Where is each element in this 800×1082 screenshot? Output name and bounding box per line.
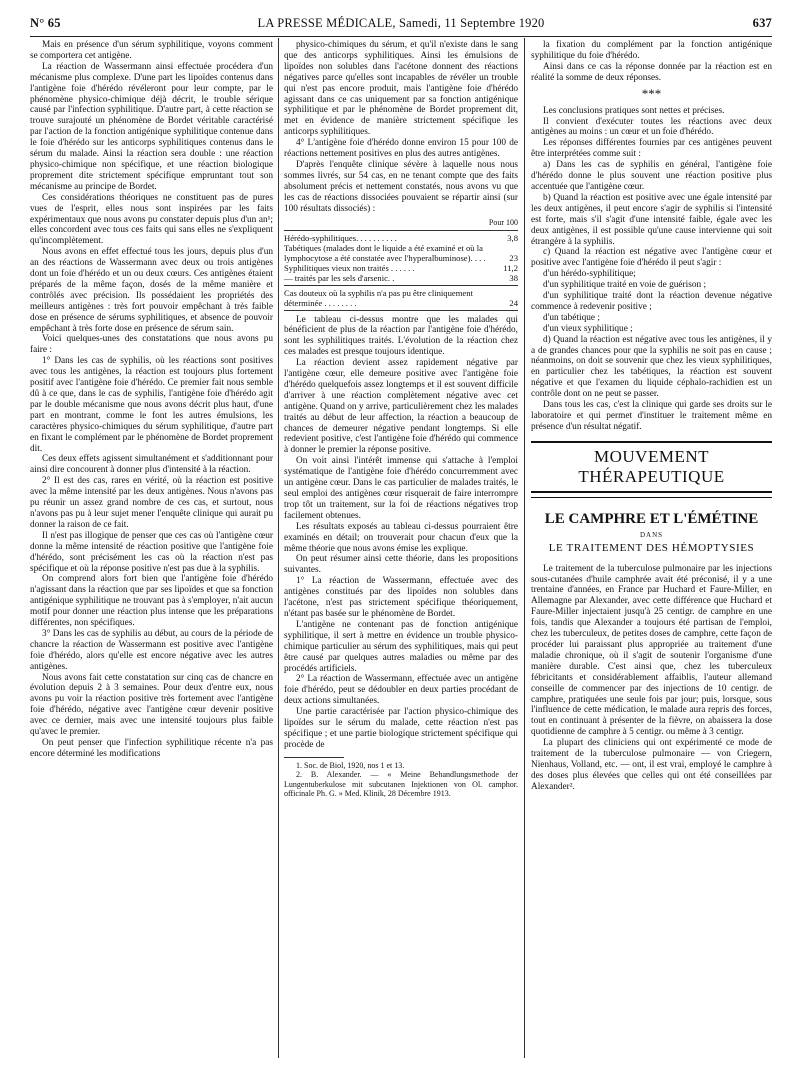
paragraph: La plupart des cliniciens qui ont expérimenté ce mode de traitement de la tuberculose pulmonaire — von Criegern, Nienhaus, Volland, etc. — ont, il est vrai, employé le camphre à des doses plus élevées que celles qui ont été conseillées par Alexander². (531, 738, 772, 792)
footnote-rule (284, 757, 344, 758)
paragraph: Nous avons fait cette constatation sur cinq cas de chancre en évolution depuis 2 à 3 semaines. Pour deux d'entre eux, nous avons pu voir la réaction positive très fortement avec l'antigène foie d'hérédo, négative avec l'antigène cœur devenir positive avec ce dernier, mais avec une intensité toujours plus faible qu'avec le premier. (30, 672, 273, 738)
paragraph: Nous avons en effet effectué tous les jours, depuis plus d'un an des réactions de Wassermann avec deux ou trois antigènes dont un foie d'hérédo et un ou deux cœurs. Ces antigènes étaient préparés de la même façon, dosés de la même manière et contrôlés avec précision. Ils possédaient les propriétés des meilleurs antigènes : très fort pouvoir empêchant à très faible dose en présence de sérums syphilitiques, et absence de pouvoir empêchant à très forte dose en présence de sérum sain. (30, 247, 273, 334)
paragraph: On comprend alors fort bien que l'antigène foie d'hérédo n'agissant dans la réaction que par ses lipoïdes et que sa fonction antigénique syphilitique ne trouvant pas à s'employer, n'ait aucun motif pour donner une réaction plus intense que les préparations différentes, non spécifiques. (30, 574, 273, 629)
table-rule (284, 310, 518, 311)
table-row-value: 3,8 (507, 232, 518, 243)
paragraph: d'un syphilitique traité en voie de guérison ; (543, 280, 707, 291)
article-title: LE CAMPHRE ET L'ÉMÉTINE (544, 510, 759, 527)
paragraph: Il n'est pas illogique de penser que ces cas où l'antigène cœur donne la même intensité de réaction positive que l'antigène foie d'hérédo, sont précisément les cas où la réaction n'est pas spécifique et où la réponse positive n'est pas due à la syphilis. (30, 530, 273, 574)
paragraph: Les conclusions pratiques sont nettes et précises. (543, 105, 725, 116)
table-row (284, 233, 518, 243)
footnote: 1. Soc. de Biol, 1920, nos 1 et 13. (296, 760, 405, 770)
table-row-value: 23 (509, 252, 518, 263)
section-heading-box (531, 441, 772, 493)
table-row (284, 273, 518, 283)
paragraph: d'un tabétique ; (543, 312, 600, 323)
page-number: 637 (752, 16, 772, 30)
section-rule (531, 497, 772, 498)
paragraph: physico-chimiques du sérum, et qu'il n'existe dans le sang que des anticorps syphilitiques. Ainsi les émulsions de lipoïdes non solubles dans l'acétone donnent des réactions négatives parce qu'elles sont incapables de révéler un trouble qui n'est pas encore produit, mais l'antigène foie d'hérédo agissant dans ce cas uniquement par sa fonction antigénique syphilitique et par le phénomène de Bordet proprement dit, met en évidence de manière strictement spécifique les anticorps syphilitiques. (284, 40, 518, 138)
header-rule (30, 36, 772, 37)
paragraph: a) Dans les cas de syphilis en général, l'antigène foie d'hérédo donne le plus souvent une réaction positive plus accentuée que l'antigène cœur. (531, 160, 772, 192)
asterism-separator: *** (641, 85, 662, 101)
column-2 (284, 40, 518, 798)
table-row (284, 288, 518, 308)
section-title: MOUVEMENT THÉRAPEUTIQUE (578, 446, 725, 486)
column-divider-2 (524, 38, 525, 1058)
table-row-value: 11,2 (503, 262, 518, 273)
dissociated-results-table (284, 218, 518, 311)
paragraph: Il convient d'exécuter toutes les réactions avec deux antigènes au moins : un cœur et un foie d'hérédo. (531, 116, 772, 138)
table-rule (284, 285, 518, 286)
paragraph: 3° Dans les cas de syphilis au début, au cours de la période de chancre la réaction de Wassermann est positive avec l'antigène foie d'hérédo, alors qu'elle est encore négative avec les autres antigènes. (30, 628, 273, 672)
page-header (30, 16, 772, 36)
paragraph: L'antigène ne contenant pas de fonction antigénique syphilitique, il sert à mettre en évidence un trouble physico-chimique particulier au sérum des syphilitiques, mais qui peut être causé par quelques autres maladies ou même par des procédés artificiels. (284, 619, 518, 674)
paragraph: Les réponses différentes fournies par ces antigènes peuvent être interprétées comme suit : (531, 138, 772, 160)
paragraph: La réaction de Wassermann ainsi effectuée procédera d'un mécanisme plus complexe. D'une part les lipoïdes contenus dans l'antigène foie d'hérédo révéleront pour leur compte, par le phénomène physico-chimique déjà décrit, le trouble sérique causé par l'infection syphilitique. D'autre part, à cette réaction se trouve surajouté un phénomène de Bordet véritable caractérisé par l'action de la fonction antigénique syphilitique contenue dans le foie d'hérédo sur les anticorps syphilitiques contenus dans le sérum du malade. Ainsi la réaction sera double : une réaction physico-chimique non spécifique, et une réaction biologique proprement dite strictement spécifique empruntant tout son mécanisme au principe de Bordet. (30, 61, 273, 192)
table-row-label: Hérédo-syphilitiques. . . . . . . . . . (284, 232, 397, 243)
paragraph: d) Quand la réaction est négative avec tous les antigènes, il y a de grandes chances pour que la syphilis ne soit pas en cause ; néanmoins, on doit se souvenir que chez les vieux syphilitiques, en particulier chez les tabétiques, la réaction est souvent négative et que l'examen du liquide céphalo-rachidien est un contrôle dont on ne peut se passer. (531, 334, 772, 400)
paragraph: d'un vieux syphilitique ; (543, 323, 633, 334)
paragraph: 1° Dans les cas de syphilis, où les réactions sont positives avec tous les antigènes, la réaction est toujours plus fortement positif avec l'antigène foie d'hérédo. Ce premier fait nous semble dû à ce que, dans le cas de syphilis, l'antigène foie d'hérédo agit par le double mécanisme que nous avons décrit plus haut, d'une part en montrant, comme le font les autres émulsions, les caractères physico-chimiques du sérum syphilitique, d'autre part en fixant le complément par le phénomène de Bordet proprement dit. (30, 356, 273, 454)
paragraph: Une partie caractérisée par l'action physico-chimique des lipoïdes sur le sérum du malade, cette réaction n'est pas spécifique ; et une partie biologique strictement spécifique qui procède de (284, 707, 518, 750)
paragraph: d'un hérédo-syphilitique; (543, 269, 636, 280)
table-header: Pour 100 (488, 217, 518, 227)
table-row-label: Syphilitiques vieux non traités . . . . . . (284, 262, 415, 273)
column-3 (531, 40, 772, 793)
paragraph: D'après l'enquête clinique sévère à laquelle nous nous sommes livrés, sur 54 cas, en ne tenant compte que des faits absolument précis et nettement constatés, nous avons vu que les cas de réactions dissociées pouvaient se répartir ainsi (sur 100 résultats dissociés) : (284, 159, 518, 214)
paragraph: Ces considérations théoriques ne constituent pas de pures vues de l'esprit, elles nous sont inspirées par les faits expérimentaux que nous avons pu constater depuis plus d'un an¹; elles concordent avec tous ces faits qui sans elles ne s'expliquent qu'incomplètement. (30, 192, 273, 247)
paragraph: 2° Il est des cas, rares en vérité, où la réaction est positive avec la même intensité par les deux antigènes. Nous n'avons pas pu réunir un assez grand nombre de ces cas, et surtout, nous n'avons pas pu à leur sujet mener l'enquête clinique qui aurait pu donner la raison de ce fait. (30, 476, 273, 530)
column-divider-1 (278, 38, 279, 1058)
paragraph: On peut résumer ainsi cette théorie, dans les propositions suivantes. (284, 554, 518, 576)
issue-number: N° 65 (30, 16, 61, 30)
table-row-label: Cas douteux où la syphilis n'a pas pu être cliniquement déterminée . . . . . . . . (284, 287, 473, 308)
paragraph: Dans tous les cas, c'est la clinique qui garde ses droits sur le laboratoire et qui permet d'instituer le traitement même en présence d'un résultat négatif. (531, 400, 772, 432)
paragraph: 1° La réaction de Wassermann, effectuée avec des antigènes constitués par des lipoïdes non solubles dans l'acétone, n'est pas strictement spécifique théoriquement, n'étant pas basée sur le phénomène de Bordet. (284, 576, 518, 619)
footnote: 2. B. Alexander. — « Meine Behandlungsmethode der Lungentuberkulose mit subcutanen Injektionen von Ol. camphor. officinale Ph. G. » Med. Klinik, 28 Décembre 1913. (284, 770, 518, 798)
paragraph: c) Quand la réaction est négative avec l'antigène cœur et positive avec l'antigène foie d'hérédo il peut s'agir : (531, 247, 772, 269)
table-rule (284, 230, 518, 231)
paragraph: b) Quand la réaction est positive avec une égale intensité par les deux antigènes, il peut encore s'agir de syphilis si l'intensité est forte, mais s'il s'agit d'une intensité faible, égale avec les deux antigènes, il est possible qu'une cause intervienne qui soit étrangère à la syphilis. (531, 192, 772, 247)
paragraph: Ainsi dans ce cas la réponse donnée par la réaction est en réalité la somme de deux réponses. (531, 61, 772, 83)
paragraph: Voici quelques-unes des constatations que nous avons pu faire : (30, 334, 273, 356)
paragraph: 2° La réaction de Wassermann, effectuée avec un antigène foie d'hérédo, peut se dédoubler en deux parties procédant de deux actions simultanées. (284, 674, 518, 707)
article-subtitle: LE TRAITEMENT DES HÉMOPTYSIES (548, 541, 755, 554)
table-row (284, 263, 518, 273)
paragraph: On peut penser que l'infection syphilitique récente n'a pas encore déterminé les modifications (30, 738, 273, 759)
table-row-label: — traités par les sels d'arsenic. . (284, 272, 395, 283)
table-row-label: Tabétiques (malades dont le liquide a été examiné et où la lymphocytose a été constatée avec l'hyperalbuminose). . . . (284, 242, 486, 263)
paragraph: Le traitement de la tuberculose pulmonaire par les injections sous-cutanées d'huile camphrée avait été préconisé, il y a une trentaine d'années, en France par Huchard et Faure-Miller, en Allemagne par Alexander, avec cette différence que Huchard et Faure-Miller injectaient jusqu'à 25 centigr. de camphre en une fois, tandis que Alexander a toujours été partisan de l'emploi, chez les tuberculeux, de petites doses de camphre, cette façon de procéder lui paraissant plus appropriée au traitement d'une maladie chronique, où il s'agit de soutenir l'organisme d'une manière durable. C'est ainsi que, chez les tuberculeux fébricitants et considérablement affaiblis, l'auteur allemand conseille de commencer par des injections de 10 centigr. de camphre, pratiquées une seule fois par jour; puis, lorsque, sous l'influence de cette médication, le malade aura repris des forces, tout en continuant à présenter de la fièvre, on abaissera la dose quotidienne de camphre à 5 centigr. ou même à 3 centigr. (531, 563, 772, 738)
paragraph: La réaction devient assez rapidement négative par l'antigène cœur, elle demeure positive avec l'antigène foie d'hérédo quelquefois assez longtemps et il est souvent difficile d'arriver à une réaction complètement négative avec cet antigène. Quand on y arrive, particulièrement chez les malades traités au début de leur affection, la réaction a beaucoup de chances de demeurer négative pendant longtemps. Si elle redevient positive, c'est l'antigène foie d'hérédo qui commence à donner le premier la réponse positive. (284, 358, 518, 456)
paragraph: la fixation du complément par la fonction antigénique syphilitique du foie d'hérédo. (531, 40, 772, 61)
paragraph: Le tableau ci-dessus montre que les malades qui bénéficient de plus de la réaction par l'antigène foie d'hérédo, sont les syphilitiques traités. L'évolution de la réaction chez ces malades est presque toujours identique. (284, 314, 518, 358)
article-connector: DANS (639, 530, 664, 539)
table-row-value: 38 (509, 272, 518, 283)
paragraph: Les résultats exposés au tableau ci-dessus pourraient être examinés en détail; on trouverait pour chacun d'eux que la même théorie que nous avons émise les explique. (284, 521, 518, 554)
paragraph: Ces deux effets agissent simultanément et s'additionnant pour ainsi dire concourent à donner plus d'intensité à la réaction. (30, 454, 273, 476)
journal-title: LA PRESSE MÉDICALE, Samedi, 11 Septembre 1920 (257, 16, 545, 30)
paragraph: 4° L'antigène foie d'hérédo donne environ 15 pour 100 de réactions nettement positives en plus des autres antigènes. (284, 138, 518, 160)
paragraph: d'un syphilitique traité dont la réaction devenue négative commence à redevenir positive ; (531, 291, 772, 312)
table-row-value: 24 (509, 297, 518, 308)
table-row (284, 243, 518, 263)
paragraph: On voit ainsi l'intérêt immense qui s'attache à l'emploi systématique de l'antigène foie d'hérédo concurremment avec un antigène cœur. Dans le cas particulier de malades traités, le seul emploi des antigènes cœur risquerait de faire interrompre trop tôt un traitement, sur la foi de réactions négatives trop facilement obtenues. (284, 456, 518, 521)
paragraph: Mais en présence d'un sérum syphilitique, voyons comment se comportera cet antigène. (30, 40, 273, 61)
column-1 (30, 40, 273, 760)
